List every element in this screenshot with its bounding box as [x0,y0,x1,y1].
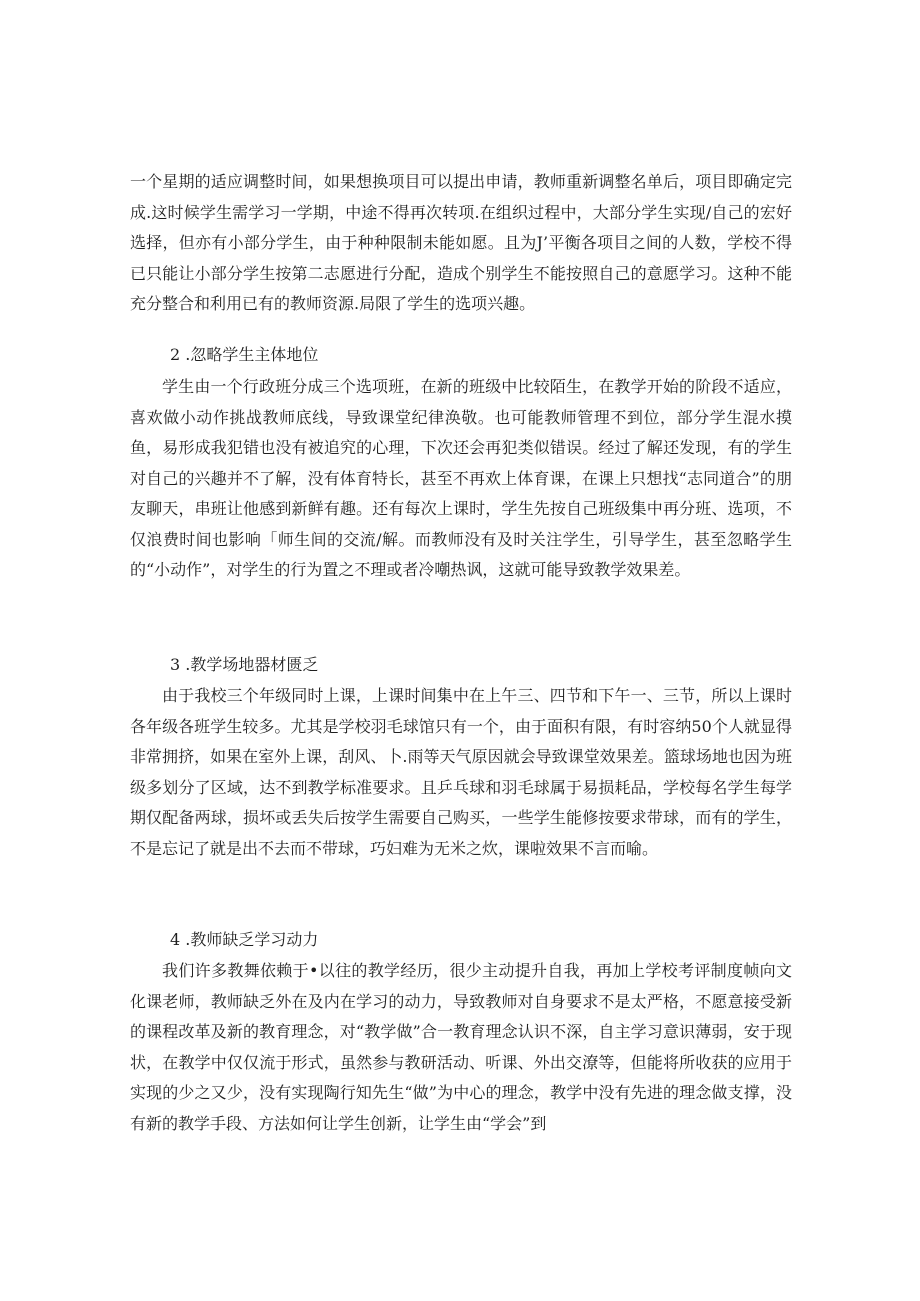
section-heading-4: 4 .教师缺乏学习动力 [170,930,319,949]
section-heading-3: 3 .教学场地器材匮乏 [170,655,319,674]
paragraph-1: 一个星期的适应调整时间，如果想换项目可以提出申请，教师重新调整名单后，项目即确定完成.这时候学生需学习一学期，中途不得再次转项.在组织过程中，大部分学生实现/自己的宏好选择，但亦有小部分学生，由于种种限制未能如愿。且为J’平衡各项目之间的人数，学校不得已只能让小部分学生按第二志愿进行分配，造成个别学生不能按照自己的意愿学习。这种不能充分整合和利用已有的教师资源.局限了学生的选项兴趣。 [130,172,792,313]
paragraph-3: 由于我校三个年级同时上课，上课时间集中在上午三、四节和下午一、三节，所以上课时各年级各班学生较多。尤其是学校羽毛球馆只有一个，由于面积有限，有时容纳50个人就显得非常拥挤，如果在室外上课，刮风、卜.雨等天气原因就会导致课堂效果差。篮球场地也因为班级多划分了区域，达不到教学标准要求。且乒乓球和羽毛球属于易损耗品，学校每名学生每学期仅配备两球，损坏或丢失后按学生需要自己购买，一些学生能修按要求带球，而有的学生，不是忘记了就是出不去而不带球，巧妇难为无米之炊，课啦效果不言而喻。 [130,686,792,858]
section-heading-2: 2 .忽略学生主体地位 [170,345,319,364]
paragraph-4: 我们许多教舞依赖于•以往的教学经历，很少主动提升自我，再加上学校考评制度帧向文化课老师，教师缺乏外在及内在学习的动力，导致教师对自身要求不是太严格，不愿意接受新的课程改革及新的教育理念，对“教学做”合一教育理念认识不深，自主学习意识薄弱，安于现状，在教学中仅仅流于形式，虽然参与教研活动、听课、外出交潦等，但能将所收获的应用于实现的少之又少，没有实现陶行知先生“做”为中心的理念，教学中没有先进的理念做支撑，没有新的教学手段、方法如何让学生创新，让学生由“学会”到 [130,961,792,1133]
paragraph-2: 学生由一个行政班分成三个选项班，在新的班级中比较陌生，在教学开始的阶段不适应，喜欢做小动作挑战教师底线，导致课堂纪律涣敬。也可能教师管理不到位，部分学生混水摸鱼，易形成我犯错也没有被追究的心理，下次还会再犯类似错误。经过了解还发现，有的学生对自己的兴趣并不了解，没有体育特长，甚至不再欢上体育课，在课上只想找“志同道合”的朋友聊天，串班让他感到新鲜有趣。还有每次上课时，学生先按自己班级集中再分班、选项，不仅浪费时间也影响「师生间的交流/解。而教师没有及时关注学生，引导学生，甚至忽略学生的“小动作”，对学生的行为置之不理或者冷嘲热讽，这就可能导致教学效果差。 [130,377,792,579]
